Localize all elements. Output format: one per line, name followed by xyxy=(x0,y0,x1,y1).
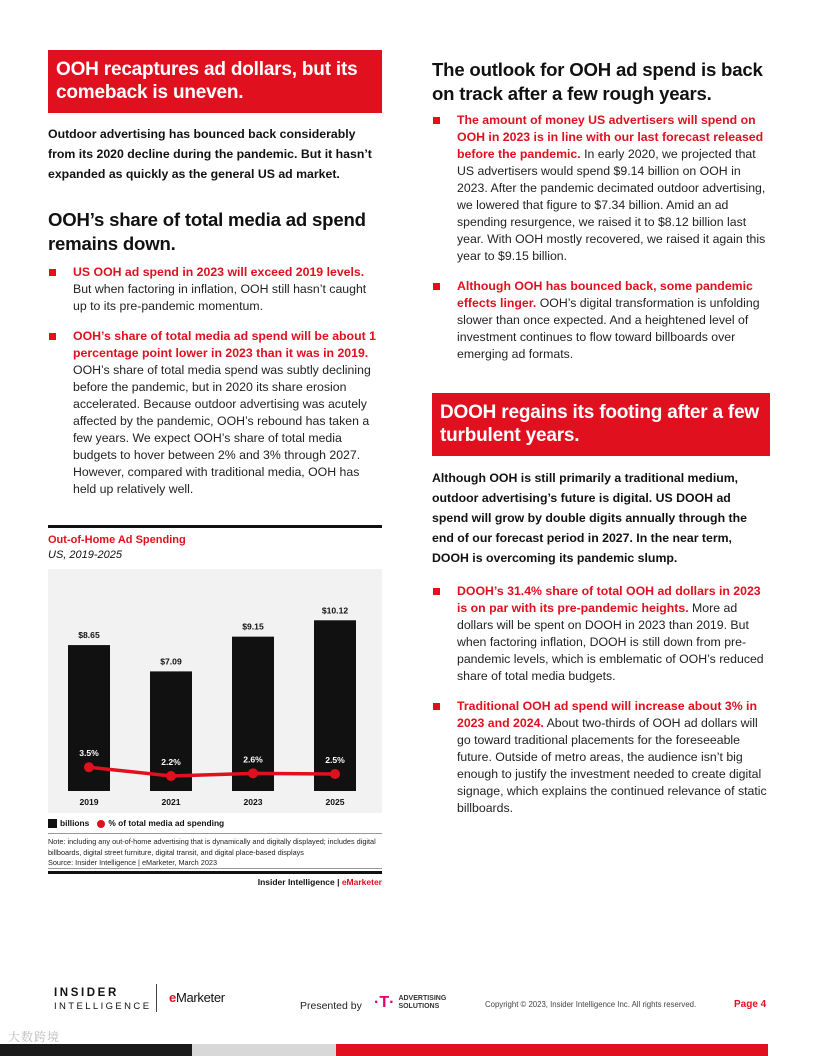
credit-emarketer: eMarketer xyxy=(341,877,382,888)
adsol-line-2: SOLUTIONS xyxy=(398,1003,440,1010)
page-number: Page 4 xyxy=(734,999,767,1010)
advertising-solutions-text xyxy=(398,995,446,1011)
bottom-bar-dark xyxy=(0,1044,192,1056)
bar-value-label: $10.12 xyxy=(321,605,349,616)
section-banner-dooh: DOOH regains its footing after a few turbulent years. xyxy=(432,393,770,456)
percent-label: 2.6% xyxy=(243,754,263,765)
legend-item-percent xyxy=(97,818,224,828)
chart-legend xyxy=(48,818,382,828)
bar-2023 xyxy=(232,637,274,791)
left-bullet-list xyxy=(48,264,382,498)
tmobile-t-icon: ·T· xyxy=(374,994,395,1011)
percent-point xyxy=(248,768,258,778)
percent-label: 3.5% xyxy=(79,748,99,759)
bullet-body: But when factoring in inflation, OOH still hasn’t caught up to its pre-pandemic momentum. xyxy=(73,282,367,313)
bullet-lead: DOOH’s 31.4% share of total OOH ad dollars in 2023 is on par with its pre-pandemic heights. xyxy=(457,584,761,615)
chart-svg xyxy=(48,569,382,813)
bullet-body: OOH’s share of total media spend was subtly declining before the pandemic, but in 2020 its share erosion accelerated. Because outdoor advertising was acutely affected by the pandemic, OOH’s rebound has taken a few years. We expect OOH’s share of total media budgets to hover between 2% and 3% through 2027. However, compared with traditional media, OOH has held up relatively well. xyxy=(73,363,371,496)
bullet-square-icon xyxy=(433,283,440,290)
left-intro: Outdoor advertising has bounced back considerably from its 2020 decline during the pandemic. But it hasn’t expanded as quickly as the general US ad market. xyxy=(48,127,372,181)
bar-2025 xyxy=(314,620,356,791)
bullet-item xyxy=(432,112,770,265)
bullet-lead: The amount of money US advertisers will spend on OOH in 2023 is in line with our last forecast released before the pandemic. xyxy=(457,113,764,161)
bullet-item xyxy=(48,264,382,315)
emarketer-e: e xyxy=(169,990,176,1005)
chart-plot-area xyxy=(48,569,382,813)
chart-divider xyxy=(48,833,382,834)
bullet-lead: US OOH ad spend in 2023 will exceed 2019 levels. xyxy=(73,265,365,279)
bullet-square-icon xyxy=(49,333,56,340)
watermark: 大数跨境 xyxy=(8,1030,61,1044)
chart-bottom-rule xyxy=(48,871,382,874)
left-column xyxy=(48,50,382,498)
page-footer xyxy=(0,980,816,1020)
bottom-bar-red xyxy=(336,1044,768,1056)
right-heading: The outlook for OOH ad spend is back on track after a few rough years. xyxy=(432,59,763,104)
bullet-item xyxy=(432,278,770,363)
bullet-body: OOH’s digital transformation is unfolding slower than once expected. And a heightened level of investment continues to flow toward billboards over emerging ad formats. xyxy=(457,296,760,361)
bottom-color-bar xyxy=(0,1044,816,1056)
presented-by: Presented by xyxy=(300,1000,362,1012)
bullet-square-icon xyxy=(433,117,440,124)
legend-bar-swatch xyxy=(48,819,57,828)
bullet-body: More ad dollars will be spent on DOOH in 2023 than 2019. But when factoring inflation, DOOH is still down from pre-pandemic levels, which is emblematic of OOH’s reduced share of total media budgets. xyxy=(457,601,764,683)
ooh-ad-spending-chart xyxy=(48,525,382,887)
chart-subtitle: US, 2019-2025 xyxy=(48,549,122,561)
chart-source: Source: Insider Intelligence | eMarketer, March 2023 xyxy=(48,858,382,869)
right-bullet-list-2 xyxy=(432,583,770,817)
emarketer-logo xyxy=(169,990,225,1005)
percent-share-line xyxy=(89,767,335,776)
section-banner-ooh: OOH recaptures ad dollars, but its comeback is uneven. xyxy=(48,50,382,113)
logo-divider xyxy=(156,984,157,1012)
x-tick-label: 2021 xyxy=(161,797,181,807)
bullet-body: About two-thirds of OOH ad dollars will go toward traditional placements for the foreseeable future. Outside of metro areas, the audience isn’t big enough to justify the investment needed to create digital signage, which explains the continued relevance of static billboards. xyxy=(457,716,767,815)
bullet-lead: Traditional OOH ad spend will increase about 3% in 2023 and 2024. xyxy=(457,699,757,730)
bullet-square-icon xyxy=(433,588,440,595)
bar-value-label: $7.09 xyxy=(160,656,182,667)
bottom-bar-grey xyxy=(192,1044,336,1056)
insider-intelligence-logo xyxy=(54,987,151,1013)
legend-line-swatch xyxy=(97,820,105,828)
bullet-item xyxy=(432,698,770,817)
x-tick-label: 2019 xyxy=(79,797,99,807)
bullet-item xyxy=(432,583,770,685)
chart-title: Out-of-Home Ad Spending xyxy=(48,534,186,546)
legend-label: % of total media ad spending xyxy=(108,818,225,829)
logo-line-2: INTELLIGENCE xyxy=(54,1001,152,1012)
copyright: Copyright © 2023, Insider Intelligence Inc. All rights reserved. xyxy=(485,1000,697,1009)
bullet-square-icon xyxy=(49,269,56,276)
percent-point xyxy=(330,769,340,779)
x-tick-label: 2023 xyxy=(243,797,263,807)
left-heading: OOH’s share of total media ad spend remains down. xyxy=(48,209,366,254)
legend-item-billions xyxy=(48,818,89,828)
right-intro: Although OOH is still primarily a traditional medium, outdoor advertising’s future is digital. US DOOH ad spend will grow by double digits annually through the end of our forecast period in 2027. In the near term, DOOH is overcoming its pandemic slump. xyxy=(432,471,747,565)
right-column xyxy=(432,58,770,817)
percent-label: 2.5% xyxy=(325,755,345,765)
right-bullet-list xyxy=(432,112,770,363)
bullet-lead: OOH’s share of total media ad spend will be about 1 percentage point lower in 2023 than it was in 2019. xyxy=(73,329,376,360)
tmobile-advertising-logo xyxy=(374,995,446,1011)
x-tick-label: 2025 xyxy=(325,797,345,807)
chart-top-rule xyxy=(48,525,382,528)
bar-value-label: $9.15 xyxy=(242,621,264,632)
percent-point xyxy=(166,771,176,781)
legend-label: billions xyxy=(60,818,90,828)
chart-credit xyxy=(48,877,382,887)
bullet-item xyxy=(48,328,382,498)
credit-ii: Insider Intelligence | xyxy=(257,877,342,888)
emarketer-rest: Marketer xyxy=(175,990,225,1005)
bar-value-label: $8.65 xyxy=(78,630,100,641)
logo-line-1: INSIDER xyxy=(54,987,119,999)
percent-point xyxy=(84,762,94,772)
chart-note: Note: including any out-of-home advertising that is dynamically and digitally displayed; includes digital billboards, digital street furniture, digital transit, and digital place-based displays xyxy=(48,837,376,857)
bullet-body: In early 2020, we projected that US advertisers would spend $9.14 billion on OOH in 2023. After the pandemic decimated outdoor advertising, we lowered that figure to $7.34 billion. Amid an ad spending resurgence, we raised it to $8.12 billion last year. With OOH mostly recovered, we raised it again this year to $9.15 billion. xyxy=(457,147,766,263)
bullet-lead: Although OOH has bounced back, some pandemic effects linger. xyxy=(457,279,753,310)
bullet-square-icon xyxy=(433,703,440,710)
adsol-line-1: ADVERTISING xyxy=(398,995,447,1002)
percent-label: 2.2% xyxy=(161,757,181,768)
